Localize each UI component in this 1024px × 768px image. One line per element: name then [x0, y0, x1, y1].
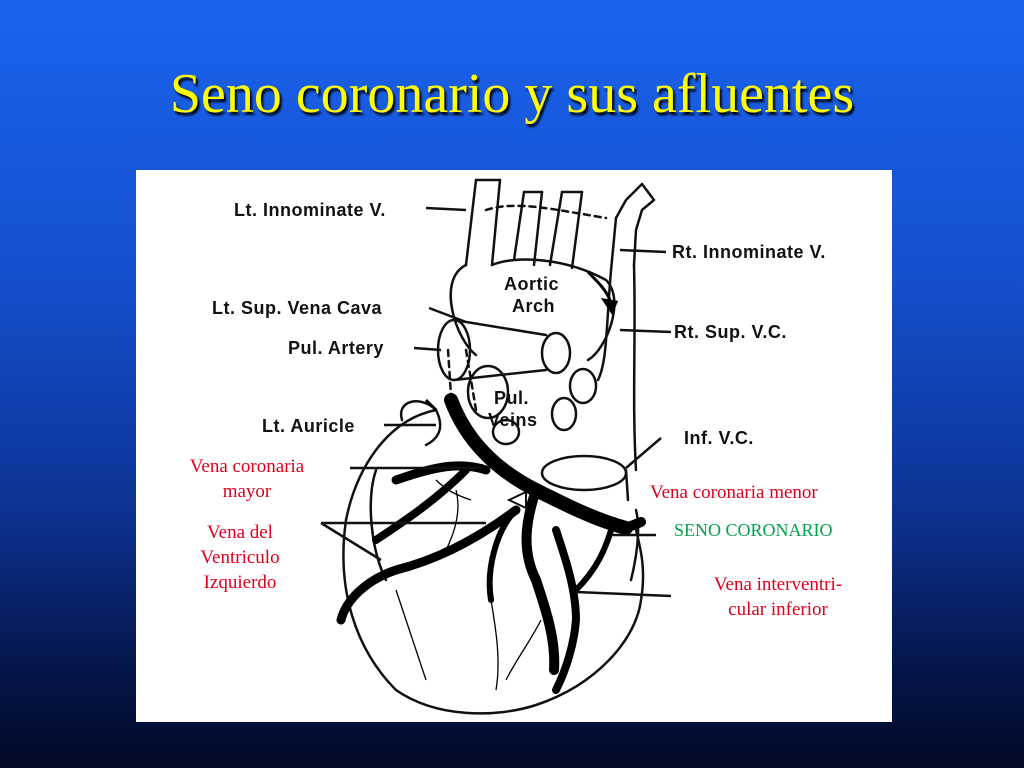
label-vena-coronaria-menor: Vena coronaria menor: [650, 482, 818, 503]
label-vena-coronaria-mayor-line2: mayor: [222, 481, 272, 502]
label-aortic: Aortic: [504, 274, 560, 294]
heart-diagram: [136, 170, 892, 722]
label-lt-sup-vena-cava: Lt. Sup. Vena Cava: [212, 298, 383, 318]
label-pul: Pul.: [494, 388, 530, 408]
label-inf-vc: Inf. V.C.: [684, 428, 754, 448]
label-vena-ventriculo-line2: Ventriculo: [200, 547, 280, 568]
label-seno-coronario: SENO CORONARIO: [674, 520, 833, 540]
label-arch: Arch: [512, 296, 556, 316]
label-lt-innominate-v: Lt. Innominate V.: [234, 200, 386, 220]
label-vena-ventriculo-izquierdo: [172, 520, 308, 595]
slide-title: Seno coronario y sus afluentes: [169, 63, 855, 125]
label-pul-artery: Pul. Artery: [288, 338, 384, 358]
label-vena-ventriculo-line1: Vena del: [207, 522, 273, 543]
label-lt-auricle: Lt. Auricle: [262, 416, 355, 436]
label-vena-interventricular-line2: cular inferior: [728, 599, 828, 620]
label-rt-sup-vc: Rt. Sup. V.C.: [674, 322, 787, 342]
label-rt-innominate-v: Rt. Innominate V.: [672, 242, 826, 262]
label-vena-coronaria-mayor: [172, 454, 322, 504]
label-vena-interventricular-line1: Vena interventri-: [713, 574, 843, 595]
label-vena-ventriculo-line3: Izquierdo: [203, 572, 277, 593]
label-veins: Veins: [488, 410, 538, 430]
label-vena-interventricular-inferior: [690, 572, 866, 622]
label-vena-coronaria-mayor-line1: Vena coronaria: [189, 456, 305, 477]
